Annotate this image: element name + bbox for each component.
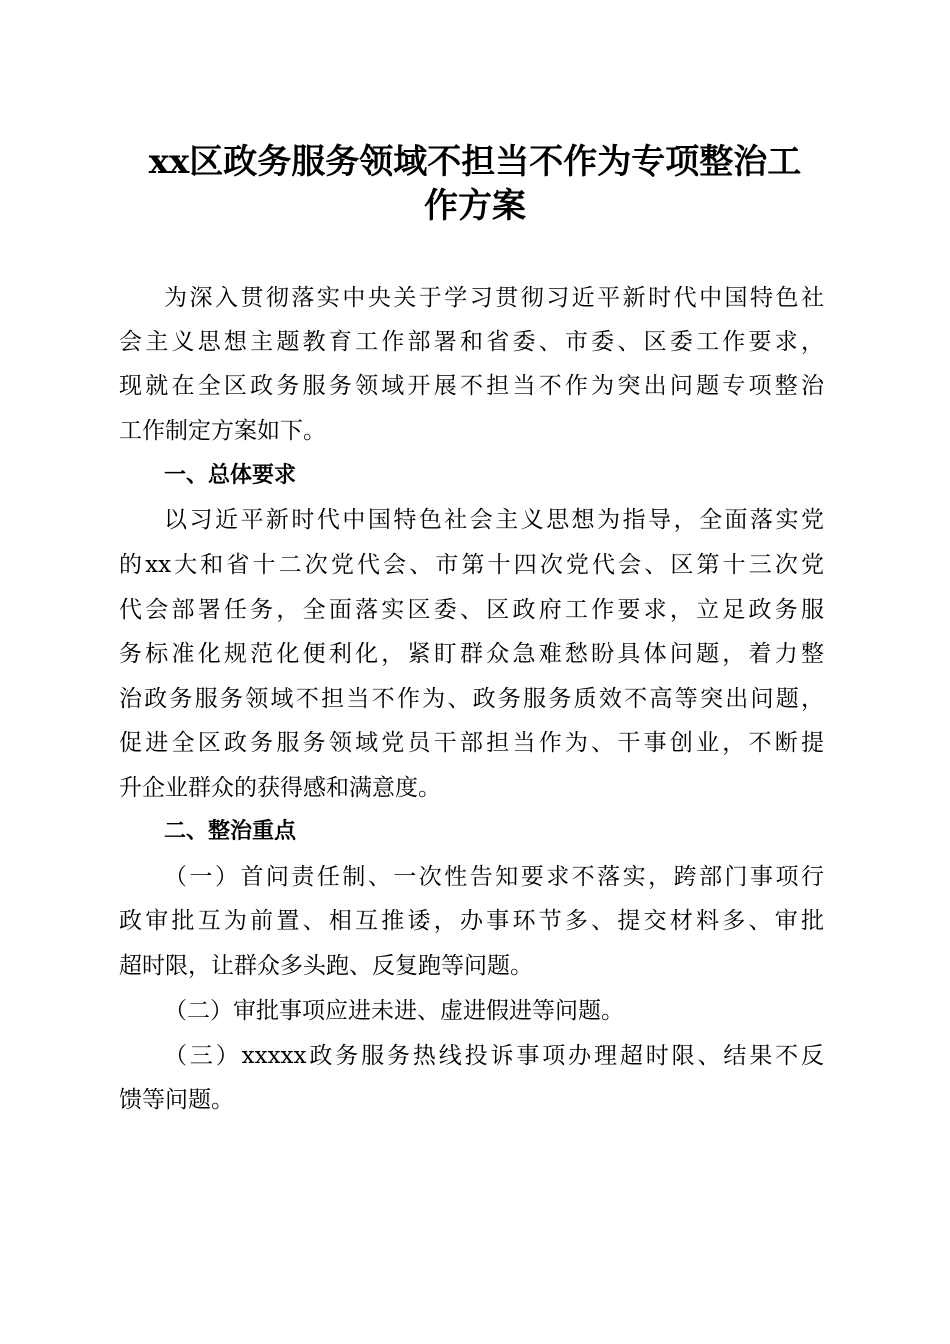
section-2-item-1-line: （一）首问责任制、一次性告知要求不落实，跨部门事项行 [164,864,824,890]
section-2-heading: 二、整治重点 [164,819,297,844]
intro-line: 会主义思想主题教育工作部署和省委、市委、区委工作要求， [119,329,824,355]
section-1-line: 以习近平新时代中国特色社会主义思想为指导，全面落实党 [164,507,824,533]
section-1-line: 治政务服务领域不担当不作为、政务服务质效不高等突出问题， [119,686,824,712]
intro-line: 工作制定方案如下。 [119,418,326,444]
document-title-line-1: xx区政务服务领域不担当不作为专项整治工 [148,142,802,182]
section-1-line: 代会部署任务，全面落实区委、区政府工作要求，立足政务服 [119,597,824,623]
section-2-item-3-line: （三）xxxxx政务服务热线投诉事项办理超时限、结果不反 [164,1043,824,1069]
section-1-line: 升企业群众的获得感和满意度。 [119,775,441,801]
section-1-line: 促进全区政务服务领域党员干部担当作为、干事创业，不断提 [119,730,824,756]
intro-line: 现就在全区政务服务领域开展不担当不作为突出问题专项整治 [119,373,824,399]
document-title-line-2: 作方案 [424,186,526,226]
section-2-item-1-line: 政审批互为前置、相互推诿，办事环节多、提交材料多、审批 [119,908,824,934]
section-1-line: 务标准化规范化便利化，紧盯群众急难愁盼具体问题，着力整 [119,641,824,667]
section-2-item-1-line: 超时限，让群众多头跑、反复跑等问题。 [119,953,533,979]
section-1-heading: 一、总体要求 [164,463,297,488]
intro-line: 为深入贯彻落实中央关于学习贯彻习近平新时代中国特色社 [164,285,824,311]
section-2-item-2-line: （二）审批事项应进未进、虚进假进等问题。 [164,998,624,1024]
section-2-item-3-line: 馈等问题。 [119,1087,234,1113]
section-1-line: 的xx大和省十二次党代会、市第十四次党代会、区第十三次党 [119,552,824,578]
